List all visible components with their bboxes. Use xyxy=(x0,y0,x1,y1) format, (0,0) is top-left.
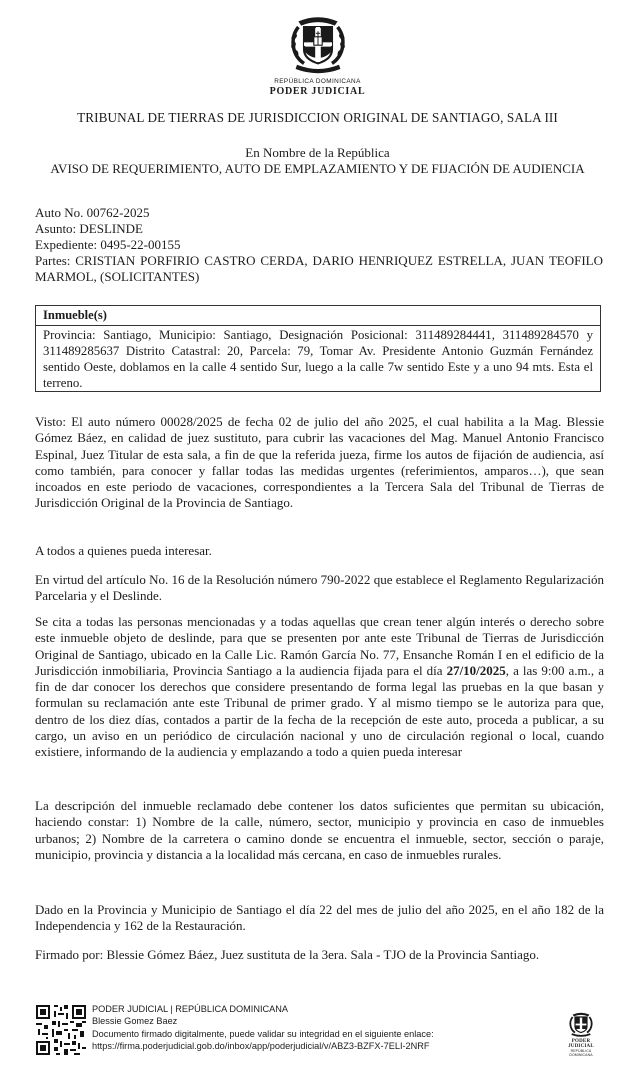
coat-of-arms-small-icon xyxy=(566,1008,596,1038)
asunto: Asunto: DESLINDE xyxy=(35,221,143,236)
en-nombre-line: En Nombre de la República xyxy=(245,145,390,160)
footer-signer: Blessie Gomez Baez xyxy=(92,1016,178,1027)
inmueble-box xyxy=(35,305,601,392)
signature-footer xyxy=(36,1005,601,1070)
country-label: REPÚBLICA DOMINICANA xyxy=(274,78,361,85)
expediente: Expediente: 0495-22-00155 xyxy=(35,237,181,252)
coat-of-arms-icon xyxy=(283,6,353,76)
hearing-date: 27/10/2025 xyxy=(446,662,506,678)
footer-logo-subtext: REPÚBLICA DOMINICANA xyxy=(569,1049,593,1057)
a-todos-paragraph: A todos a quienes pueda interesar. xyxy=(35,543,212,558)
citacion-paragraph xyxy=(35,614,604,761)
footer-note: Documento firmado digitalmente, puede validar su integridad en el siguiente enlace: xyxy=(92,1028,434,1039)
dado-paragraph: Dado en la Provincia y Municipio de Santiago el día 22 del mes de julio del año 2025, en el año 182 de la Independencia y 162 de la Restauración. xyxy=(35,902,604,934)
inmueble-box-title: Inmueble(s) xyxy=(36,306,600,326)
en-virtud-paragraph: En virtud del artículo No. 16 de la Resolución número 790-2022 que establece el Reglamento Regularización Parcelaria y el Deslinde. xyxy=(35,572,604,604)
visto-paragraph: Visto: El auto número 00028/2025 de fecha 02 de julio del año 2025, el cual habilita a la Mag. Blessie Gómez Báez, en calidad de juez sustituto, para cubrir las vacaciones del Mag. Manuel Antonio Francisco Espinal, Juez Titular de esta sala, a fin de que la referida jueza, firme los autos de fijación de audiencia, así como también, para conocer y fallar todas las medidas urgentes (referimientos, amparos…), que sean incoados en este periodo de vacaciones, correspondientes a la Tercera Sala del Tribunal de Tierras de Jurisdicción Original de la Provincia de Santiago. xyxy=(35,414,604,511)
footer-logo-text: PODER JUDICIAL xyxy=(568,1039,594,1049)
tribunal-title: TRIBUNAL DE TIERRAS DE JURISDICCION ORIGINAL DE SANTIAGO, SALA III xyxy=(77,110,558,125)
page-header xyxy=(0,6,635,97)
firmado-paragraph: Firmado por: Blessie Gómez Báez, Juez sustituta de la 3era. Sala - TJO de la Provincia Santiago. xyxy=(35,947,540,962)
descripcion-paragraph: La descripción del inmueble reclamado debe contener los datos suficientes que permitan su ubicación, haciendo constar: 1) Nombre de la calle, número, sector, municipio y provincia en caso de inmuebles urbanos; 2) Nombre de la carretera o camino donde se encuentra el inmueble, sector, sección o paraje, municipio, provincia y distancia a la localidad más cercana, en caso de inmuebles rurales. xyxy=(35,798,604,862)
citacion-text-a: Se cita a todas las personas mencionadas y a todas aquellas que crean tener algún interés o derecho sobre este inmueble objeto de deslinde, para que se presenten por ante este Tribunal de Tierras de Jurisdicción Original de Santiago, ubicado en la Calle Lic. Ramón García No. 77, Ensanche Román I en el edificio de la Jurisdicción inmobiliaria, Provincia Santiago a la audiencia fijada para el día xyxy=(35,614,604,678)
signature-info xyxy=(92,1003,562,1053)
footer-logo xyxy=(559,1008,603,1057)
inmueble-description: Provincia: Santiago, Municipio: Santiago, Designación Posicional: 311489284441, 311489284570 y 311489285637 Distrito Catastral: 20, Parcela: 79, Tomar Av. Presidente Antonio Guzmán Fernández sentido Oeste, doblamos en la calle 4 sentido Sur, luego a la calle 7w sentido Este y a uno 94 mts. Esta el terreno. xyxy=(43,328,593,390)
citacion-text-b: , a las 9:00 a.m., a fin de dar conocer los derechos que considere presentando de forma legal las pruebas en la que basan y formulan su reclamación ante este Tribunal de primer grado. Y al mismo tiempo se le autoriza para que, dentro de los diez días, contados a partir de la fecha de la recepción de este auto, proceda a publicar, a su cargo, un aviso en un periódico de circulación nacional y uno de circulación regional o local, cuando existiere, informando de la audiencia y emplazando a todo a quien pueda interesar xyxy=(35,662,604,760)
institution-label: PODER JUDICIAL xyxy=(269,86,366,97)
footer-institution: PODER JUDICIAL | REPÚBLICA DOMINICANA xyxy=(92,1004,289,1014)
validation-link[interactable]: https://firma.poderjudicial.gob.do/inbox/app/poderjudicial/v/ABZ3-BZFX-7ELI-2NRF xyxy=(92,1041,430,1052)
aviso-title: AVISO DE REQUERIMIENTO, AUTO DE EMPLAZAMIENTO Y DE FIJACIÓN DE AUDIENCIA xyxy=(50,161,585,176)
partes: Partes: CRISTIAN PORFIRIO CASTRO CERDA, DARIO HENRIQUEZ ESTRELLA, JUAN TEOFILO MARMOL, (SOLICITANTES) xyxy=(35,253,603,284)
auto-number: Auto No. 00762-2025 xyxy=(35,205,150,220)
case-metadata xyxy=(35,205,603,285)
qr-code-icon[interactable] xyxy=(36,1005,86,1055)
